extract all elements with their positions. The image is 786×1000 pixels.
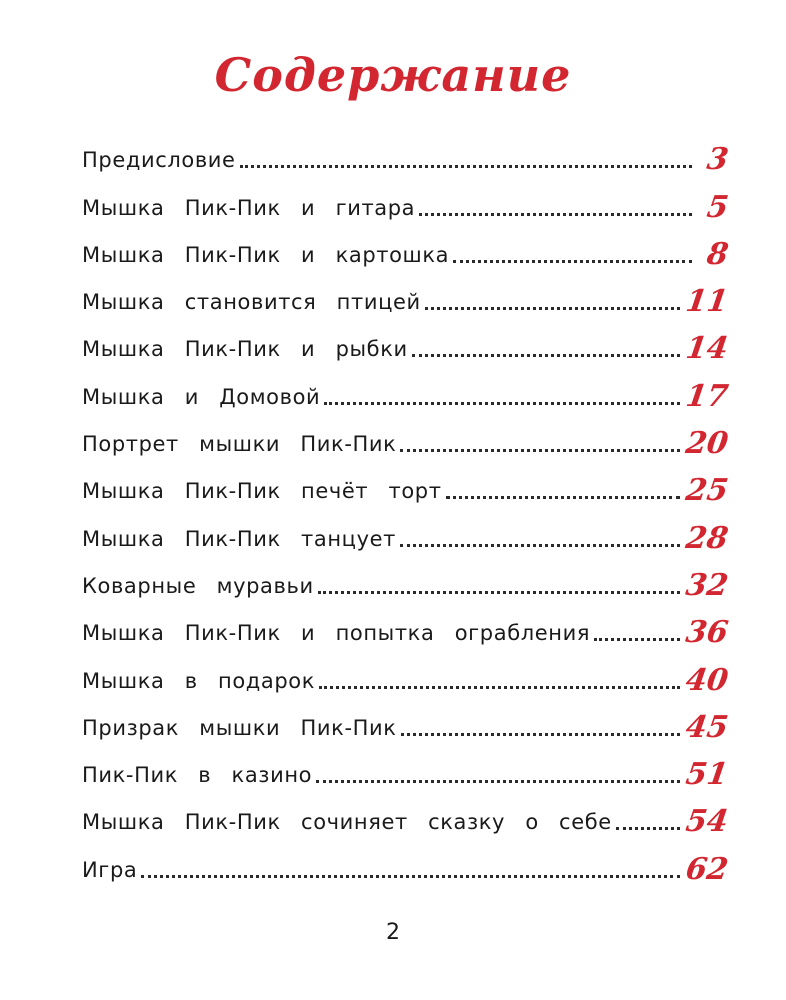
toc-entry bbox=[82, 748, 731, 795]
dot-leader bbox=[316, 768, 680, 783]
toc-entry-page: 32 bbox=[683, 567, 731, 603]
toc-entry-page: 40 bbox=[683, 662, 731, 698]
toc-entry bbox=[82, 417, 731, 464]
toc-entry-title: Коварные муравьи bbox=[82, 573, 314, 598]
toc-entry bbox=[82, 701, 731, 748]
toc-entry-page: 14 bbox=[683, 331, 731, 367]
toc-entry-title: Мышка Пик-Пик танцует bbox=[82, 526, 396, 551]
toc-entry-title: Мышка в подарок bbox=[82, 668, 316, 693]
toc-entry-title: Мышка Пик-Пик и картошка bbox=[82, 242, 450, 267]
toc-entry-title: Мышка становится птицей bbox=[82, 290, 421, 315]
page-title: Содержание bbox=[214, 48, 572, 102]
toc-entry-page: 51 bbox=[683, 757, 731, 793]
toc-entry-page: 20 bbox=[683, 426, 731, 462]
dot-leader bbox=[400, 437, 680, 452]
table-of-contents bbox=[82, 133, 731, 890]
toc-entry-page: 45 bbox=[683, 709, 731, 745]
toc-entry bbox=[82, 606, 731, 653]
toc-entry-title: Пик-Пик в казино bbox=[82, 763, 313, 788]
dot-leader bbox=[419, 201, 692, 216]
toc-entry-title: Мышка Пик-Пик и попытка ограбления bbox=[82, 621, 591, 646]
toc-entry bbox=[82, 842, 731, 889]
page-number: 2 bbox=[386, 920, 400, 945]
toc-entry bbox=[82, 795, 731, 842]
toc-entry-page: 28 bbox=[683, 520, 731, 556]
toc-entry-title: Мышка Пик-Пик сочиняет сказку о себе bbox=[82, 810, 612, 835]
toc-entry-title: Мышка Пик-Пик и гитара bbox=[82, 195, 416, 220]
dot-leader bbox=[412, 342, 680, 357]
dot-leader bbox=[453, 248, 692, 263]
toc-entry-title: Мышка Пик-Пик и рыбки bbox=[82, 337, 408, 362]
toc-entry-page: 8 bbox=[704, 236, 731, 272]
dot-leader bbox=[401, 721, 681, 736]
toc-entry-page: 54 bbox=[683, 804, 731, 840]
toc-entry-title: Портрет мышки Пик-Пик bbox=[82, 432, 397, 457]
dot-leader bbox=[240, 153, 692, 168]
toc-entry-page: 25 bbox=[683, 473, 731, 509]
toc-entry-title: Предисловие bbox=[82, 148, 236, 173]
toc-entry bbox=[82, 369, 731, 416]
toc-entry bbox=[82, 228, 731, 275]
toc-entry bbox=[82, 464, 731, 511]
toc-entry bbox=[82, 133, 731, 180]
dot-leader bbox=[616, 815, 680, 830]
dot-leader bbox=[318, 579, 681, 594]
toc-entry-page: 5 bbox=[704, 189, 731, 225]
toc-entry-title: Мышка и Домовой bbox=[82, 384, 321, 409]
dot-leader bbox=[324, 390, 680, 405]
dot-leader bbox=[319, 674, 680, 689]
toc-entry bbox=[82, 322, 731, 369]
toc-entry-title: Мышка Пик-Пик печёт торт bbox=[82, 479, 442, 504]
toc-entry bbox=[82, 511, 731, 558]
toc-entry bbox=[82, 653, 731, 700]
toc-entry-page: 11 bbox=[683, 284, 731, 320]
toc-entry bbox=[82, 180, 731, 227]
toc-entry bbox=[82, 275, 731, 322]
toc-entry-title: Игра bbox=[82, 857, 138, 882]
toc-entry-page: 17 bbox=[683, 378, 731, 414]
toc-entry-page: 3 bbox=[704, 142, 731, 178]
toc-entry-page: 36 bbox=[683, 615, 731, 651]
toc-entry-title: Призрак мышки Пик-Пик bbox=[82, 715, 397, 740]
toc-entry-page: 62 bbox=[683, 851, 731, 887]
dot-leader bbox=[446, 484, 681, 499]
dot-leader bbox=[594, 626, 680, 641]
dot-leader bbox=[141, 863, 680, 878]
dot-leader bbox=[400, 532, 680, 547]
toc-entry bbox=[82, 559, 731, 606]
dot-leader bbox=[425, 295, 680, 310]
